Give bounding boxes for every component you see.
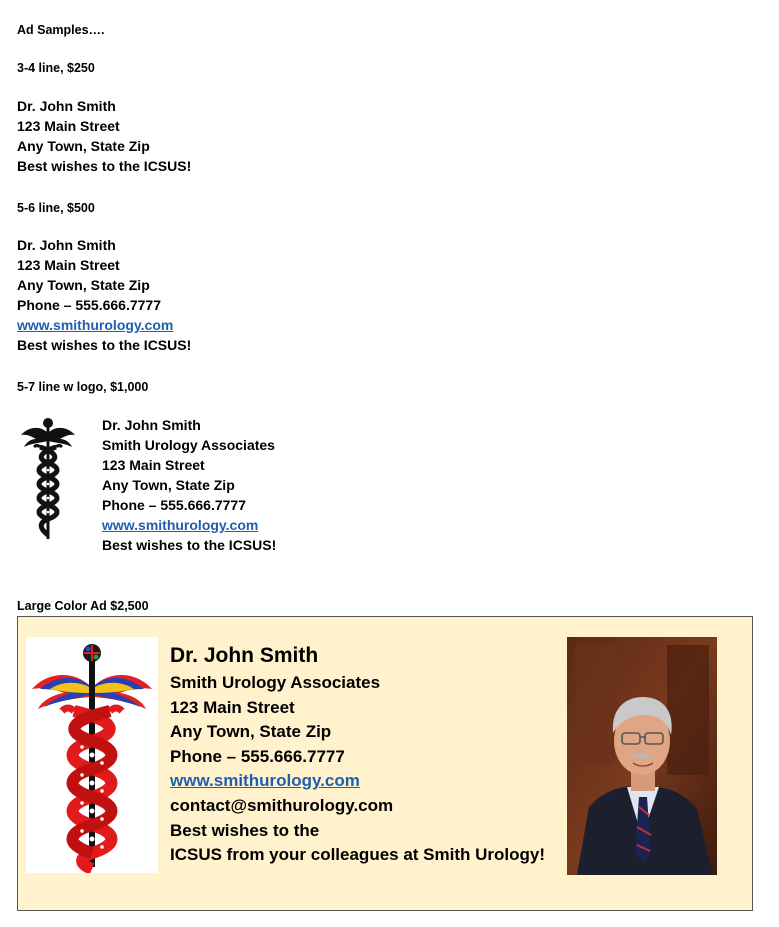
ad3-label: 5-7 line w logo, $1,000 bbox=[17, 380, 149, 394]
ad3-company: Smith Urology Associates bbox=[102, 437, 275, 453]
ad1-line-street: 123 Main Street bbox=[17, 118, 120, 134]
ad2-name: Dr. John Smith bbox=[17, 237, 116, 253]
ad2-wishes: Best wishes to the ICSUS! bbox=[17, 337, 192, 353]
ad1-text bbox=[17, 96, 191, 176]
ad4-street: 123 Main Street bbox=[170, 697, 295, 717]
ad2-website-link[interactable]: www.smithurology.com bbox=[17, 317, 174, 333]
ad2-city: Any Town, State Zip bbox=[17, 277, 150, 293]
page-heading: Ad Samples…. bbox=[17, 23, 105, 37]
ad4-wishes-line2: ICSUS from your colleagues at Smith Urology! bbox=[170, 845, 546, 865]
ad2-label: 5-6 line, $500 bbox=[17, 201, 95, 215]
caduceus-color-icon bbox=[26, 637, 158, 873]
ad1-line-wishes: Best wishes to the ICSUS! bbox=[17, 158, 192, 174]
ad3-wishes: Best wishes to the ICSUS! bbox=[102, 537, 277, 553]
caduceus-icon bbox=[18, 415, 78, 543]
large-ad-text bbox=[170, 641, 545, 868]
ad4-company: Smith Urology Associates bbox=[170, 673, 381, 692]
ad2-text bbox=[17, 235, 191, 355]
ad2-phone: Phone – 555.666.7777 bbox=[17, 297, 161, 313]
ad4-name: Dr. John Smith bbox=[170, 644, 319, 667]
ad1-line-city: Any Town, State Zip bbox=[17, 138, 150, 154]
ad4-website-link[interactable]: www.smithurology.com bbox=[170, 771, 360, 791]
ad3-city: Any Town, State Zip bbox=[102, 477, 235, 493]
ad3-name: Dr. John Smith bbox=[102, 417, 201, 433]
ad3-street: 123 Main Street bbox=[102, 457, 205, 473]
ad3-website-link[interactable]: www.smithurology.com bbox=[102, 517, 259, 533]
ad3-phone: Phone – 555.666.7777 bbox=[102, 497, 246, 513]
ad1-line-name: Dr. John Smith bbox=[17, 98, 116, 114]
ad1-label: 3-4 line, $250 bbox=[17, 61, 95, 75]
ad3-text bbox=[102, 415, 276, 555]
ad4-wishes-line1: Best wishes to the bbox=[170, 820, 320, 840]
portrait-photo bbox=[567, 637, 717, 875]
ad4-phone: Phone – 555.666.7777 bbox=[170, 746, 345, 766]
ad2-street: 123 Main Street bbox=[17, 257, 120, 273]
ad4-label: Large Color Ad $2,500 bbox=[17, 599, 149, 613]
large-color-ad bbox=[17, 616, 753, 911]
ad4-city: Any Town, State Zip bbox=[170, 722, 332, 742]
ad4-email: contact@smithurology.com bbox=[170, 795, 394, 815]
